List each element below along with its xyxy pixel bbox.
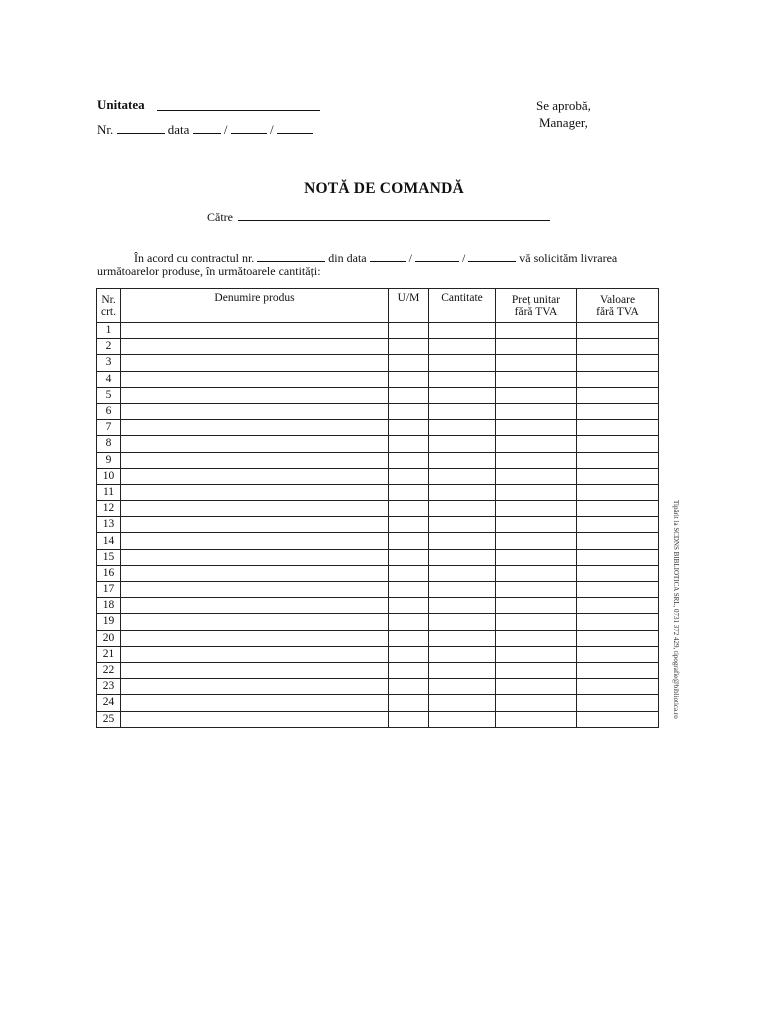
product-name-cell[interactable] bbox=[121, 371, 389, 387]
product-name-cell[interactable] bbox=[121, 598, 389, 614]
product-name-cell[interactable] bbox=[121, 403, 389, 419]
row-number: 12 bbox=[97, 501, 121, 517]
value-cell[interactable] bbox=[577, 436, 659, 452]
row-number: 15 bbox=[97, 549, 121, 565]
table-row bbox=[97, 371, 659, 387]
nr-input-line[interactable] bbox=[117, 121, 165, 134]
value-cell[interactable] bbox=[577, 403, 659, 419]
product-name-cell[interactable] bbox=[121, 662, 389, 678]
unit-price-cell[interactable] bbox=[496, 533, 577, 549]
row-number: 20 bbox=[97, 630, 121, 646]
row-number: 22 bbox=[97, 662, 121, 678]
table-row bbox=[97, 355, 659, 371]
contract-nr-input-line[interactable] bbox=[257, 249, 325, 262]
recipient-label: Către bbox=[207, 210, 233, 224]
table-row bbox=[97, 452, 659, 468]
unit-price-cell[interactable] bbox=[496, 387, 577, 403]
intro-text-date: din data bbox=[328, 251, 367, 265]
table-row bbox=[97, 387, 659, 403]
um-cell[interactable] bbox=[389, 387, 429, 403]
quantity-cell[interactable] bbox=[429, 646, 496, 662]
page-title: NOTĂ DE COMANDĂ bbox=[304, 180, 464, 197]
quantity-cell[interactable] bbox=[429, 323, 496, 339]
col-price-header-line2: fără TVA bbox=[514, 305, 558, 318]
product-name-cell[interactable] bbox=[121, 533, 389, 549]
quantity-cell[interactable] bbox=[429, 679, 496, 695]
table-row bbox=[97, 436, 659, 452]
product-name-cell[interactable] bbox=[121, 549, 389, 565]
value-cell[interactable] bbox=[577, 484, 659, 500]
row-number: 14 bbox=[97, 533, 121, 549]
table-row bbox=[97, 565, 659, 581]
product-name-cell[interactable] bbox=[121, 452, 389, 468]
unit-price-cell[interactable] bbox=[496, 646, 577, 662]
value-cell[interactable] bbox=[577, 533, 659, 549]
unit-price-cell[interactable] bbox=[496, 662, 577, 678]
intro-text-line2: următoarelor produse, în următoarele cantități: bbox=[97, 264, 321, 278]
table-row bbox=[97, 533, 659, 549]
approve-label: Se aprobă, bbox=[536, 98, 591, 113]
quantity-cell[interactable] bbox=[429, 614, 496, 630]
month-input-line[interactable] bbox=[231, 121, 267, 134]
unit-price-cell[interactable] bbox=[496, 630, 577, 646]
um-cell[interactable] bbox=[389, 403, 429, 419]
quantity-cell[interactable] bbox=[429, 339, 496, 355]
unit-price-cell[interactable] bbox=[496, 420, 577, 436]
value-cell[interactable] bbox=[577, 711, 659, 727]
row-number: 24 bbox=[97, 695, 121, 711]
um-cell[interactable] bbox=[389, 501, 429, 517]
table-row bbox=[97, 711, 659, 727]
value-cell[interactable] bbox=[577, 339, 659, 355]
value-cell[interactable] bbox=[577, 630, 659, 646]
unit-price-cell[interactable] bbox=[496, 679, 577, 695]
table-row bbox=[97, 582, 659, 598]
product-name-cell[interactable] bbox=[121, 582, 389, 598]
um-cell[interactable] bbox=[389, 695, 429, 711]
quantity-cell[interactable] bbox=[429, 711, 496, 727]
um-cell[interactable] bbox=[389, 711, 429, 727]
quantity-cell[interactable] bbox=[429, 452, 496, 468]
um-cell[interactable] bbox=[389, 646, 429, 662]
table-row bbox=[97, 679, 659, 695]
quantity-cell[interactable] bbox=[429, 582, 496, 598]
value-cell[interactable] bbox=[577, 517, 659, 533]
table-row bbox=[97, 420, 659, 436]
value-cell[interactable] bbox=[577, 420, 659, 436]
product-name-cell[interactable] bbox=[121, 711, 389, 727]
row-number: 25 bbox=[97, 711, 121, 727]
quantity-cell[interactable] bbox=[429, 695, 496, 711]
row-number: 18 bbox=[97, 598, 121, 614]
value-cell[interactable] bbox=[577, 355, 659, 371]
row-number: 8 bbox=[97, 436, 121, 452]
row-number: 16 bbox=[97, 565, 121, 581]
unit-field bbox=[97, 97, 145, 113]
value-cell[interactable] bbox=[577, 323, 659, 339]
um-cell[interactable] bbox=[389, 371, 429, 387]
unit-price-cell[interactable] bbox=[496, 436, 577, 452]
table-row bbox=[97, 630, 659, 646]
table-row bbox=[97, 468, 659, 484]
col-value-header-line2: fără TVA bbox=[596, 305, 639, 318]
table-row bbox=[97, 662, 659, 678]
unit-price-cell[interactable] bbox=[496, 549, 577, 565]
um-cell[interactable] bbox=[389, 662, 429, 678]
product-name-cell[interactable] bbox=[121, 323, 389, 339]
table-row bbox=[97, 695, 659, 711]
value-cell[interactable] bbox=[577, 679, 659, 695]
table-row bbox=[97, 501, 659, 517]
quantity-cell[interactable] bbox=[429, 630, 496, 646]
quantity-cell[interactable] bbox=[429, 355, 496, 371]
um-cell[interactable] bbox=[389, 484, 429, 500]
row-number: 6 bbox=[97, 403, 121, 419]
col-value-header bbox=[577, 289, 659, 323]
unit-price-cell[interactable] bbox=[496, 598, 577, 614]
row-number: 9 bbox=[97, 452, 121, 468]
unit-price-cell[interactable] bbox=[496, 371, 577, 387]
unit-price-cell[interactable] bbox=[496, 614, 577, 630]
product-name-cell[interactable] bbox=[121, 646, 389, 662]
unit-label: Unitatea bbox=[97, 97, 145, 112]
value-cell[interactable] bbox=[577, 646, 659, 662]
row-number: 3 bbox=[97, 355, 121, 371]
quantity-cell[interactable] bbox=[429, 484, 496, 500]
table-row bbox=[97, 614, 659, 630]
product-name-cell[interactable] bbox=[121, 614, 389, 630]
date-separator: / bbox=[408, 251, 412, 265]
um-cell[interactable] bbox=[389, 614, 429, 630]
col-nr-header-line1: Nr. bbox=[101, 293, 116, 306]
date-separator: / bbox=[223, 122, 228, 137]
product-name-cell[interactable] bbox=[121, 501, 389, 517]
um-cell[interactable] bbox=[389, 468, 429, 484]
date-separator: / bbox=[270, 122, 274, 137]
quantity-cell[interactable] bbox=[429, 533, 496, 549]
unit-price-cell[interactable] bbox=[496, 403, 577, 419]
row-number: 13 bbox=[97, 517, 121, 533]
um-cell[interactable] bbox=[389, 679, 429, 695]
quantity-cell[interactable] bbox=[429, 662, 496, 678]
unit-price-cell[interactable] bbox=[496, 517, 577, 533]
approval-block bbox=[536, 97, 591, 131]
unit-price-cell[interactable] bbox=[496, 501, 577, 517]
date-separator: / bbox=[461, 251, 466, 265]
um-cell[interactable] bbox=[389, 323, 429, 339]
product-name-cell[interactable] bbox=[121, 420, 389, 436]
value-cell[interactable] bbox=[577, 387, 659, 403]
unit-price-cell[interactable] bbox=[496, 355, 577, 371]
value-cell[interactable] bbox=[577, 565, 659, 581]
quantity-cell[interactable] bbox=[429, 565, 496, 581]
header-row bbox=[97, 289, 659, 323]
row-number: 17 bbox=[97, 582, 121, 598]
product-name-cell[interactable] bbox=[121, 468, 389, 484]
product-name-cell[interactable] bbox=[121, 695, 389, 711]
quantity-cell[interactable] bbox=[429, 371, 496, 387]
value-cell[interactable] bbox=[577, 614, 659, 630]
intro-text-contract: În acord cu contractul nr. bbox=[134, 251, 255, 265]
col-nr-header-line2: crt. bbox=[100, 305, 116, 318]
order-table-header bbox=[97, 289, 659, 323]
intro-text-request: vă solicităm livrarea bbox=[519, 251, 618, 265]
product-name-cell[interactable] bbox=[121, 339, 389, 355]
table-row bbox=[97, 517, 659, 533]
col-product-header: Denumire produs bbox=[121, 289, 389, 323]
order-table bbox=[96, 288, 659, 728]
row-number: 7 bbox=[97, 420, 121, 436]
row-number: 19 bbox=[97, 614, 121, 630]
unit-price-cell[interactable] bbox=[496, 484, 577, 500]
col-um-header: U/M bbox=[389, 289, 429, 323]
value-cell[interactable] bbox=[577, 452, 659, 468]
um-cell[interactable] bbox=[389, 452, 429, 468]
recipient-input-line[interactable] bbox=[238, 208, 550, 221]
col-qty-header: Cantitate bbox=[429, 289, 496, 323]
order-table-body bbox=[97, 323, 659, 728]
product-name-cell[interactable] bbox=[121, 517, 389, 533]
unit-price-cell[interactable] bbox=[496, 452, 577, 468]
table-row bbox=[97, 484, 659, 500]
row-number: 21 bbox=[97, 646, 121, 662]
unit-price-cell[interactable] bbox=[496, 323, 577, 339]
product-name-cell[interactable] bbox=[121, 630, 389, 646]
product-name-cell[interactable] bbox=[121, 565, 389, 581]
quantity-cell[interactable] bbox=[429, 598, 496, 614]
contract-day-input-line[interactable] bbox=[370, 249, 406, 262]
um-cell[interactable] bbox=[389, 630, 429, 646]
quantity-cell[interactable] bbox=[429, 436, 496, 452]
table-row bbox=[97, 598, 659, 614]
um-cell[interactable] bbox=[389, 436, 429, 452]
value-cell[interactable] bbox=[577, 549, 659, 565]
date-label: data bbox=[167, 122, 190, 137]
col-value-header-line1: Valoare bbox=[599, 293, 636, 306]
intro-paragraph bbox=[97, 249, 662, 278]
manager-label: Manager, bbox=[538, 115, 588, 130]
um-cell[interactable] bbox=[389, 339, 429, 355]
col-price-header bbox=[496, 289, 577, 323]
table-row bbox=[97, 549, 659, 565]
unit-price-cell[interactable] bbox=[496, 468, 577, 484]
printer-imprint: Tipărit la SCDNS BIBLIOTICA SRL, 0731 372 429, tipografie@bibliotica.ro bbox=[672, 500, 680, 719]
value-cell[interactable] bbox=[577, 501, 659, 517]
contract-year-input-line[interactable] bbox=[468, 249, 516, 262]
quantity-cell[interactable] bbox=[429, 420, 496, 436]
quantity-cell[interactable] bbox=[429, 403, 496, 419]
col-nr-header bbox=[97, 289, 121, 323]
value-cell[interactable] bbox=[577, 371, 659, 387]
um-cell[interactable] bbox=[389, 355, 429, 371]
value-cell[interactable] bbox=[577, 598, 659, 614]
row-number: 1 bbox=[97, 323, 121, 339]
um-cell[interactable] bbox=[389, 598, 429, 614]
row-number: 2 bbox=[97, 339, 121, 355]
year-input-line[interactable] bbox=[277, 121, 313, 134]
um-cell[interactable] bbox=[389, 582, 429, 598]
um-cell[interactable] bbox=[389, 420, 429, 436]
quantity-cell[interactable] bbox=[429, 468, 496, 484]
quantity-cell[interactable] bbox=[429, 549, 496, 565]
unit-price-cell[interactable] bbox=[496, 711, 577, 727]
quantity-cell[interactable] bbox=[429, 387, 496, 403]
recipient-field bbox=[207, 208, 550, 225]
product-name-cell[interactable] bbox=[121, 355, 389, 371]
nr-label: Nr. bbox=[97, 122, 114, 137]
product-name-cell[interactable] bbox=[121, 436, 389, 452]
col-price-header-line1: Preț unitar bbox=[511, 293, 561, 306]
quantity-cell[interactable] bbox=[429, 501, 496, 517]
unit-price-cell[interactable] bbox=[496, 695, 577, 711]
unit-price-cell[interactable] bbox=[496, 582, 577, 598]
row-number: 11 bbox=[97, 484, 121, 500]
value-cell[interactable] bbox=[577, 662, 659, 678]
unit-input-line[interactable] bbox=[157, 98, 320, 111]
row-number: 4 bbox=[97, 371, 121, 387]
product-name-cell[interactable] bbox=[121, 387, 389, 403]
row-number: 10 bbox=[97, 468, 121, 484]
um-cell[interactable] bbox=[389, 533, 429, 549]
day-input-line[interactable] bbox=[193, 121, 221, 134]
row-number: 5 bbox=[97, 387, 121, 403]
table-row bbox=[97, 646, 659, 662]
um-cell[interactable] bbox=[389, 517, 429, 533]
quantity-cell[interactable] bbox=[429, 517, 496, 533]
um-cell[interactable] bbox=[389, 565, 429, 581]
table-row bbox=[97, 323, 659, 339]
table-row bbox=[97, 339, 659, 355]
unit-price-cell[interactable] bbox=[496, 565, 577, 581]
value-cell[interactable] bbox=[577, 582, 659, 598]
contract-month-input-line[interactable] bbox=[415, 249, 459, 262]
um-cell[interactable] bbox=[389, 549, 429, 565]
product-name-cell[interactable] bbox=[121, 484, 389, 500]
row-number: 23 bbox=[97, 679, 121, 695]
product-name-cell[interactable] bbox=[121, 679, 389, 695]
number-date-field bbox=[97, 121, 313, 138]
table-row bbox=[97, 403, 659, 419]
value-cell[interactable] bbox=[577, 468, 659, 484]
value-cell[interactable] bbox=[577, 695, 659, 711]
unit-price-cell[interactable] bbox=[496, 339, 577, 355]
